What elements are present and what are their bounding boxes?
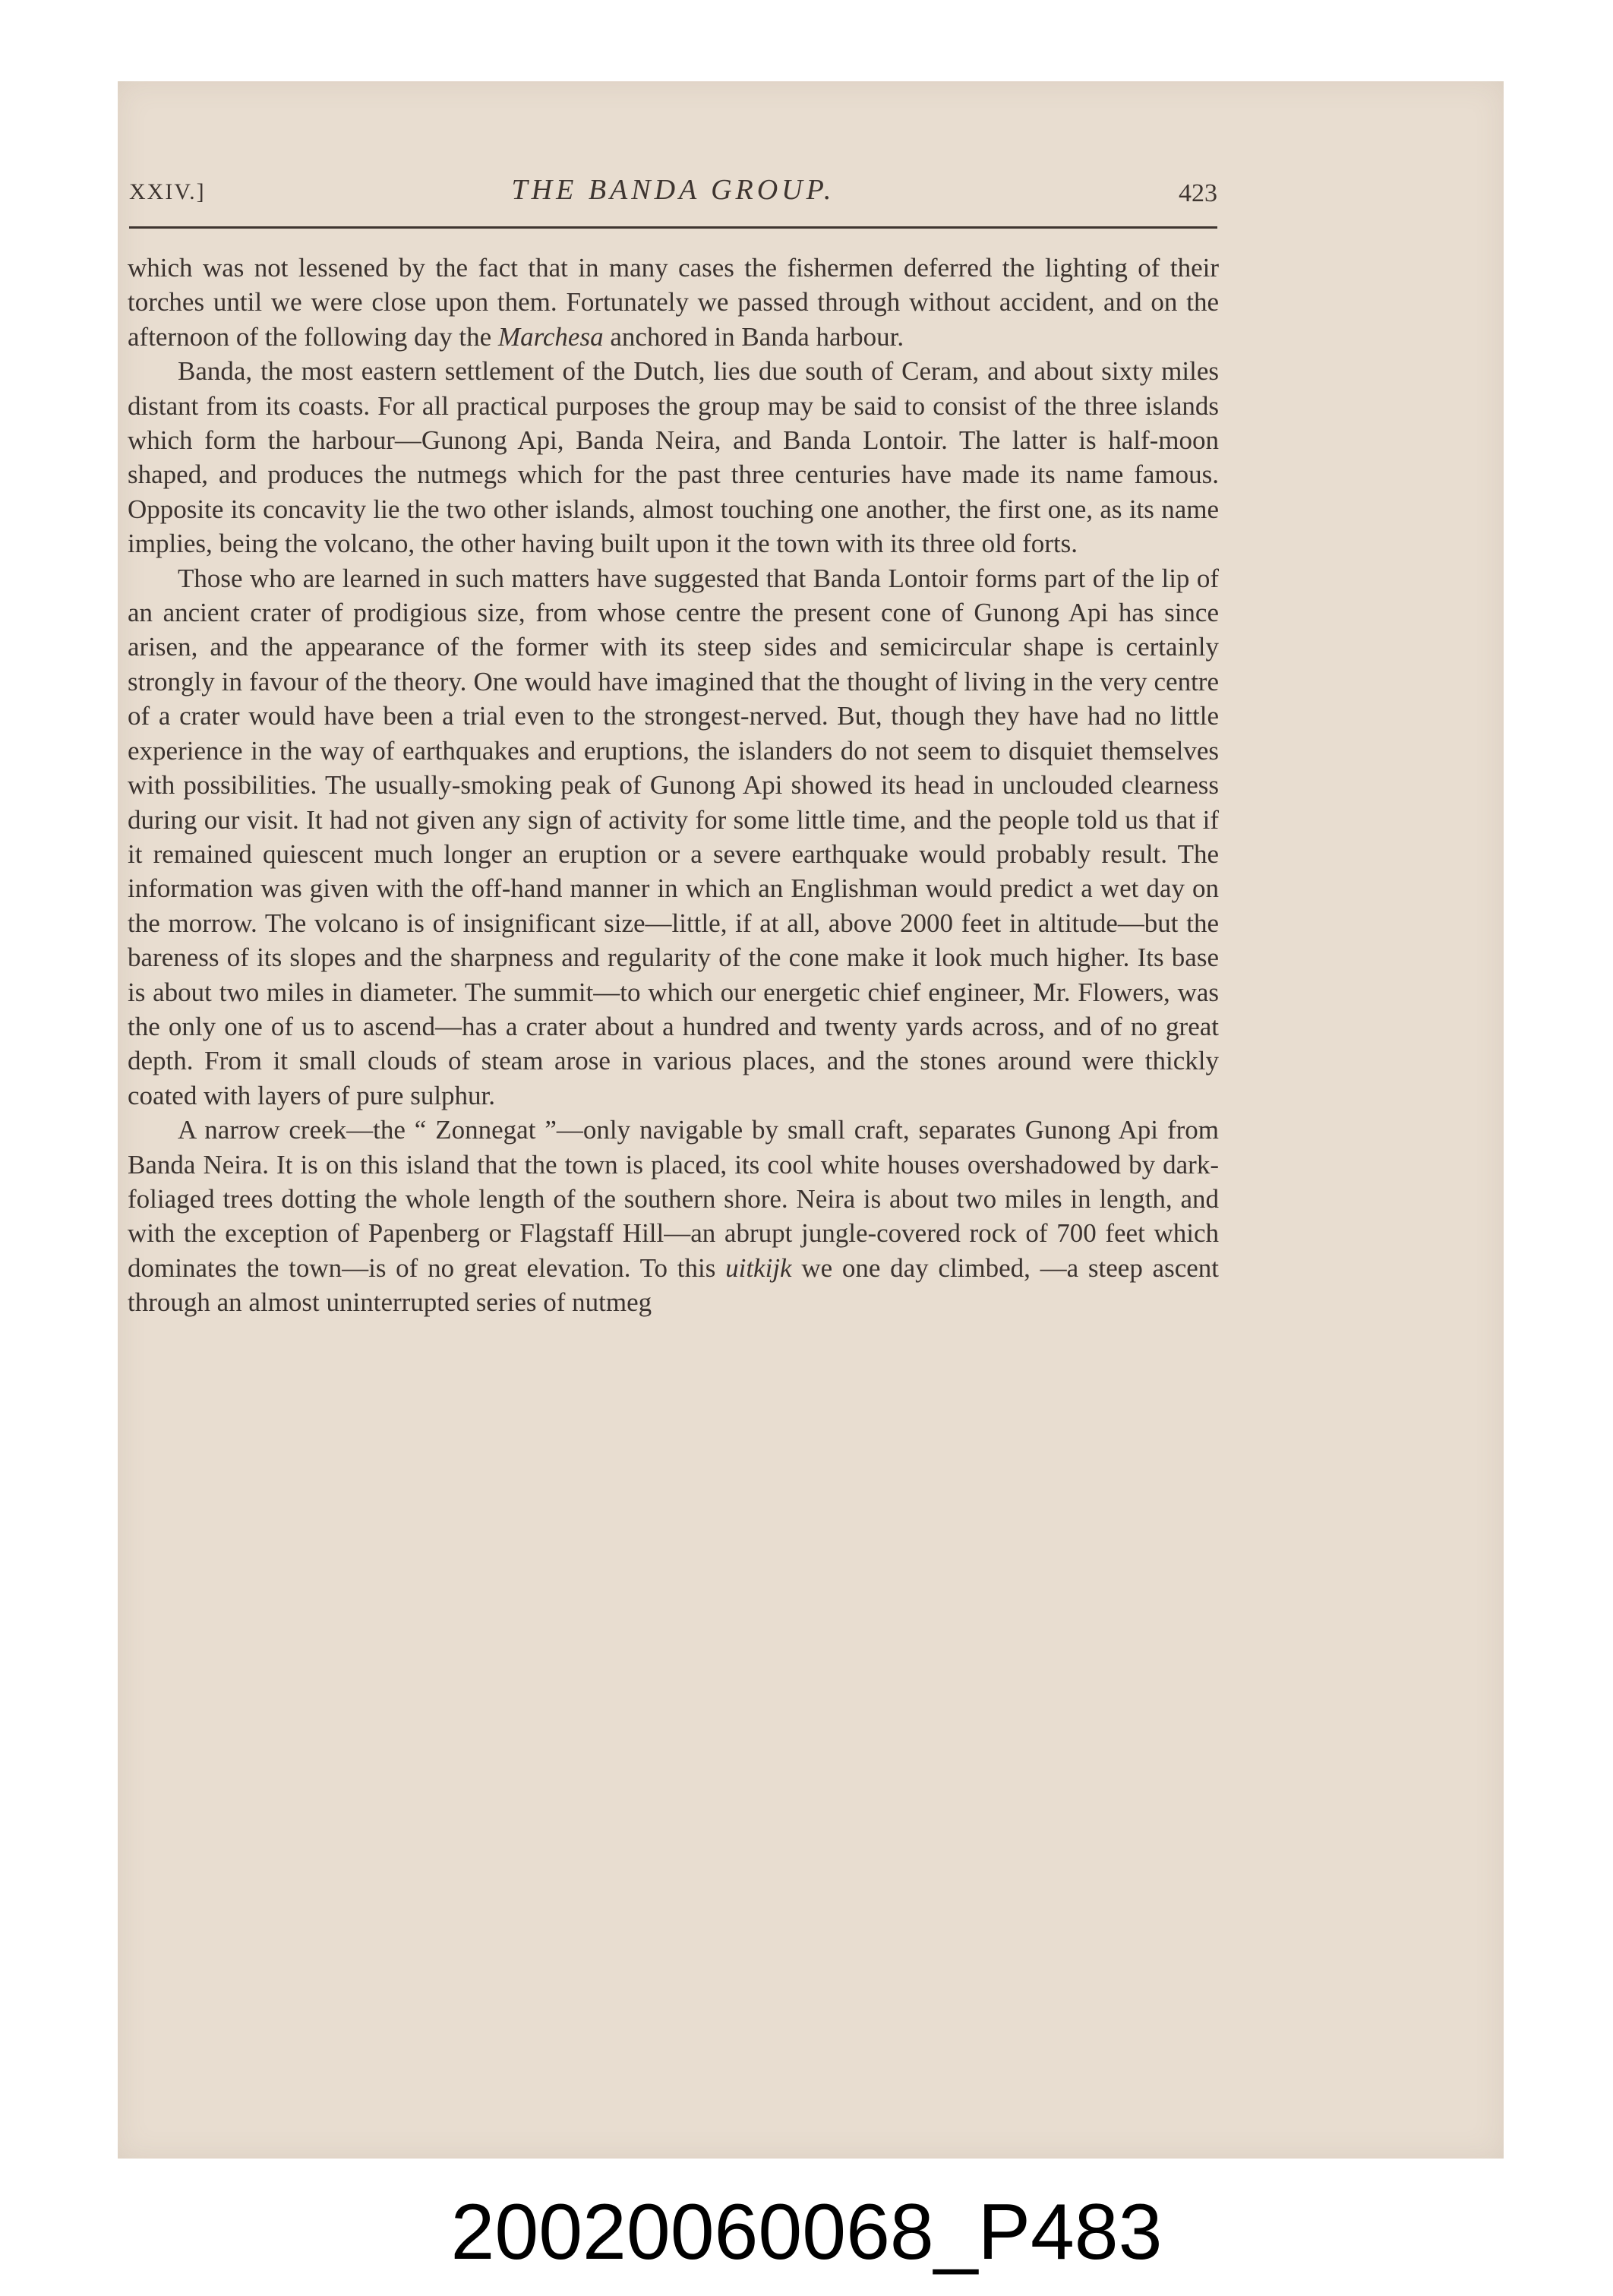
ship-name: Marchesa <box>497 321 604 352</box>
paragraph-4: A narrow creek—the “ Zonnegat ”—only navigable by small craft, separates Gunong Api from Banda Neira. It is on this island that the town is placed, its cool white houses overshadowed by dark-foliaged trees dotting the whole length of the southern shore. Neira is about two miles in length, and with the exception of Papenberg or Flagstaff Hill—an abrupt jungle-covered rock of 700 feet which dominates the town—is of no great elevation. To this uitkijk we one day climbed, —a steep ascent through an almost uninterrupted series of nutmeg <box>128 1115 1220 1318</box>
catalog-id: 20020060068_P483 <box>450 2188 1163 2276</box>
paragraph-3: Those who are learned in such matters have suggested that Banda Lontoir forms part of the lip of an ancient crater of prodigious size, from whose centre the present cone of Gunong Api has since arisen, and the appearance of the former with its steep sides and semicircular shape is certainly strongly in favour of the theory. One would have imagined that the thought of living in the very centre of a crater would have been a trial even to the strongest-nerved. But, though they have had no little experience in the way of earthquakes and eruptions, the islanders do not seem to disquiet themselves with possibilities. The usually-smoking peak of Gunong Api showed its head in unclouded clearness during our visit. It had not given any sign of activity for some little time, and the people told us that if it remained quiescent much longer an eruption or a severe earthquake would probably result. The information was given with the off-hand manner in which an Englishman would predict a wet day on the morrow. The volcano is of insignificant size—little, if at all, above 2000 feet in altitude—but the bareness of its slopes and the sharpness and regularity of the cone make it look much higher. Its base is about two miles in diameter. The summit—to which our energetic chief engineer, Mr. Flowers, was the only one of us to ascend—has a crater about a hundred and twenty yards across, and of no great depth. From it small clouds of steam arose in various places, and the stones around were thickly coated with layers of pure sulphur. <box>128 563 1219 1110</box>
page-number: 423 <box>1179 179 1217 207</box>
body-text <box>128 251 1219 1320</box>
paragraph-1: which was not lessened by the fact that in many cases the fishermen deferred the lighting of their torches until we were close upon them. Fortunately we passed through without accident, and on the afternoon of the following day the Marchesa anchored in Banda harbour. <box>128 253 1219 352</box>
running-title: THE BANDA GROUP. <box>511 174 835 206</box>
foreign-word: uitkijk <box>725 1252 792 1283</box>
running-header <box>129 173 1217 219</box>
header-rule <box>129 226 1217 229</box>
paragraph-2: Banda, the most eastern settlement of the Dutch, lies due south of Ceram, and about sixty miles distant from its coasts. For all practical purposes the group may be said to consist of the three islands which form the harbour—Gunong Api, Banda Neira, and Banda Lontoir. The latter is half-moon shaped, and produces the nutmegs which for the past three centuries have made its name famous. Opposite its concavity lie the two other islands, almost touching one another, the first one, as its name implies, being the volcano, the other having built upon it the town with its three old forts. <box>128 356 1219 559</box>
chapter-number: XXIV.] <box>129 179 206 204</box>
